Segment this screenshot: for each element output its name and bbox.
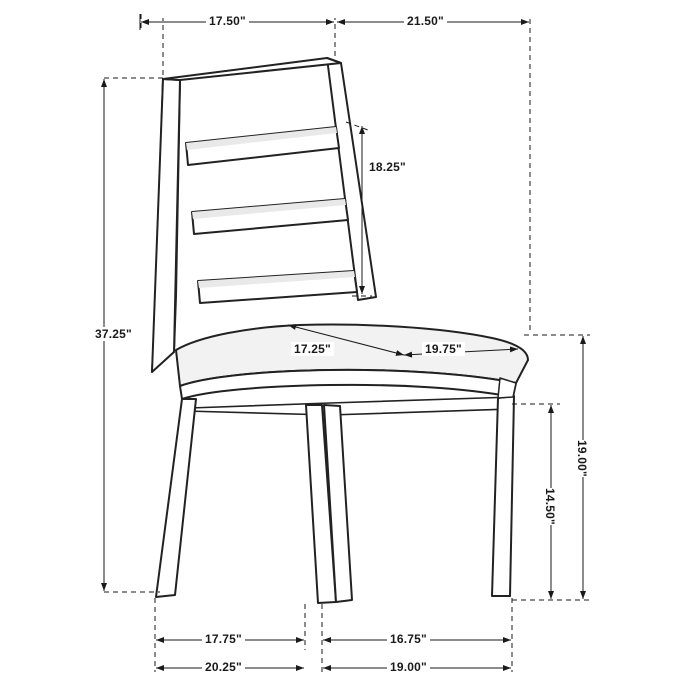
dimension-label-top-right-width: 21.50" <box>404 14 447 28</box>
dimension-label-overall-height: 37.25" <box>92 327 135 341</box>
chair-outline <box>152 58 528 603</box>
dimension-label-seat-height: 14.50" <box>540 488 560 525</box>
dimension-label-front-leg-span: 17.75" <box>202 632 245 646</box>
dimension-label-top-left-width: 17.50" <box>206 14 249 28</box>
dimension-label-base-depth-left: 20.25" <box>202 660 245 674</box>
dimension-label-base-depth-right: 19.00" <box>387 660 430 674</box>
dimension-label-seat-to-floor-outer: 19.00" <box>572 440 592 477</box>
dimension-label-backrest-height: 18.25" <box>366 160 409 174</box>
dimension-label-seat-depth-diagonal: 17.25" <box>291 342 334 356</box>
dimension-label-seat-width-diagonal: 19.75" <box>422 342 465 356</box>
dimension-label-rear-leg-span: 16.75" <box>387 632 430 646</box>
